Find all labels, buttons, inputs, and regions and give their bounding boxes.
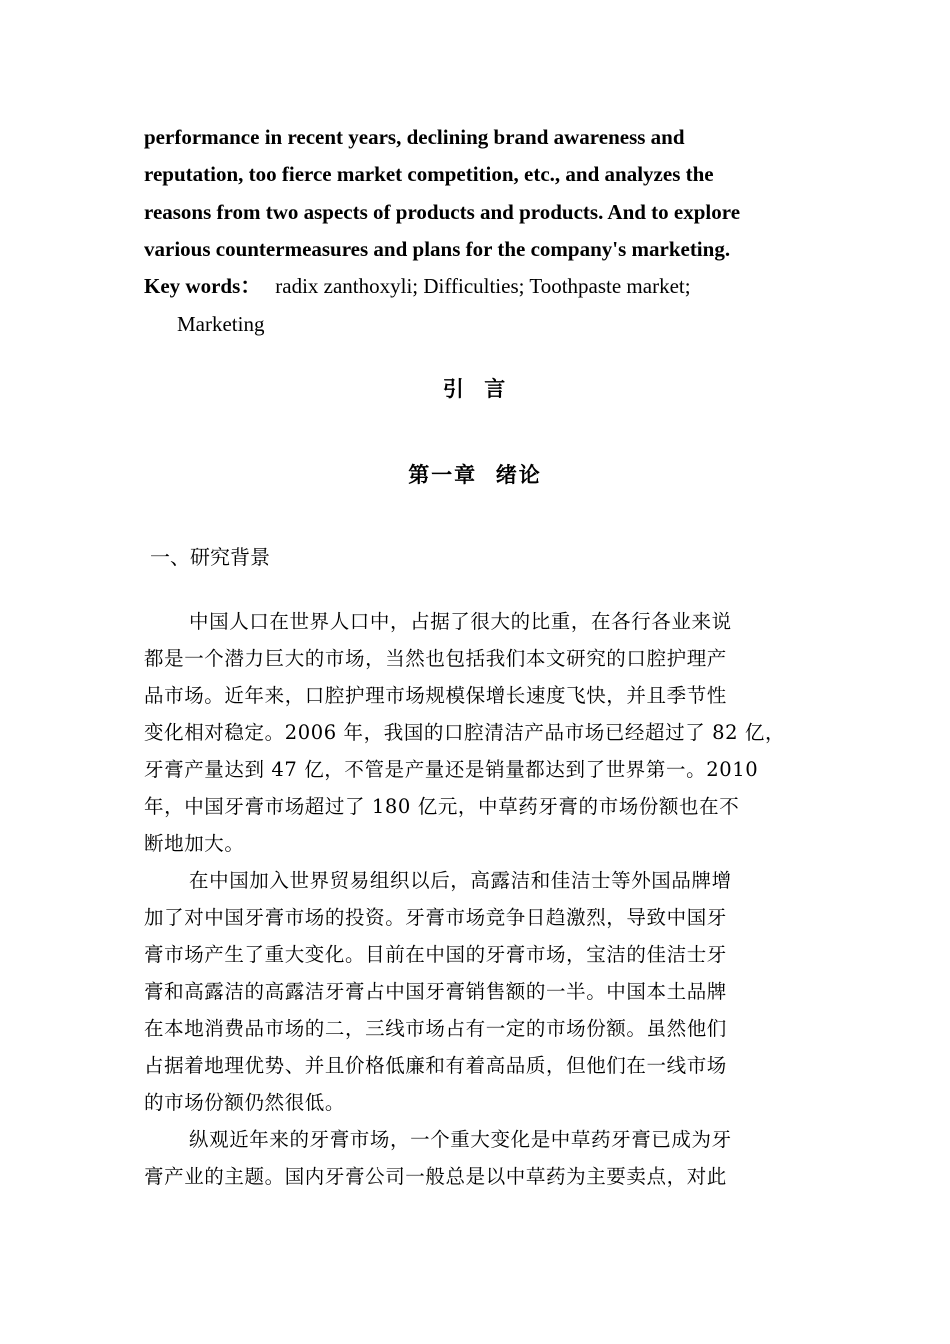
section-title: 一、研究背景	[150, 545, 270, 569]
body-line: 都是一个潜力巨大的市场，当然也包括我们本文研究的口腔护理产	[144, 647, 727, 670]
body-line: 变化相对稳定。2006 年，我国的口腔清洁产品市场已经超过了 82 亿，	[144, 721, 786, 744]
body-line: 膏产业的主题。国内牙膏公司一般总是以中草药为主要卖点，对此	[144, 1165, 727, 1188]
keywords-label: Key words	[144, 274, 241, 298]
body-line: 断地加大。	[144, 832, 245, 855]
keywords-text: radix zanthoxyli; Difficulties; Toothpaste market;	[275, 274, 691, 298]
keywords-separator: ：	[240, 274, 262, 298]
abstract-line: various countermeasures and plans for the company's marketing.	[144, 237, 731, 261]
body-line: 在中国加入世界贸易组织以后，高露洁和佳洁士等外国品牌增	[189, 869, 732, 892]
keywords-continuation: Marketing	[177, 312, 265, 336]
body-line: 膏市场产生了重大变化。目前在中国的牙膏市场，宝洁的佳洁士牙	[144, 943, 727, 966]
body-line: 占据着地理优势、并且价格低廉和有着高品质，但他们在一线市场	[144, 1054, 727, 1077]
body-line: 膏和高露洁的高露洁牙膏占中国牙膏销售额的一半。中国本土品牌	[144, 980, 727, 1003]
body-line: 纵观近年来的牙膏市场，一个重大变化是中草药牙膏已成为牙	[189, 1128, 732, 1151]
body-line: 牙膏产量达到 47 亿，不管是产量还是销量都达到了世界第一。2010	[144, 758, 759, 781]
body-line: 加了对中国牙膏市场的投资。牙膏市场竞争日趋激烈，导致中国牙	[144, 906, 727, 929]
abstract-line: performance in recent years, declining brand awareness and	[144, 125, 685, 149]
body-line: 中国人口在世界人口中，占据了很大的比重，在各行各业来说	[189, 610, 732, 633]
body-line: 在本地消费品市场的二，三线市场占有一定的市场份额。虽然他们	[144, 1017, 727, 1040]
body-line: 的市场份额仍然很低。	[144, 1091, 346, 1114]
abstract-line: reasons from two aspects of products and products. And to explore	[144, 200, 741, 224]
body-line: 年，中国牙膏市场超过了 180 亿元，中草药牙膏的市场份额也在不	[144, 795, 740, 818]
abstract-line: reputation, too fierce market competition, etc., and analyzes the	[144, 162, 714, 186]
intro-heading: 引 言	[442, 377, 508, 401]
chapter-heading: 第一章 绪论	[408, 463, 542, 487]
body-line: 品市场。近年来，口腔护理市场规模保增长速度飞快，并且季节性	[144, 684, 727, 707]
keywords-line	[144, 272, 691, 300]
